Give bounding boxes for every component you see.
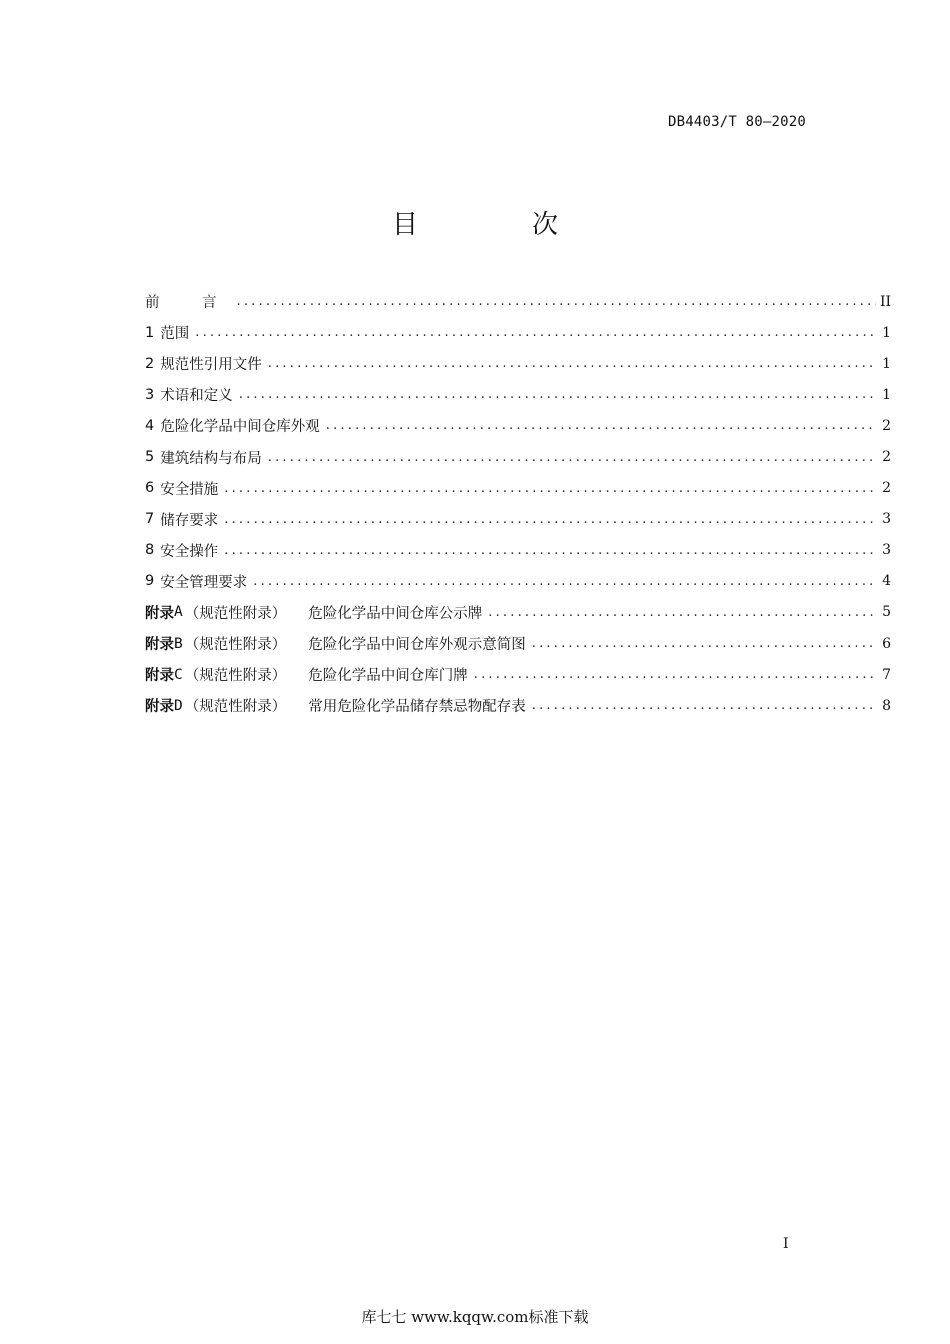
toc-entry-3[interactable] — [145, 379, 891, 410]
annex-normative-note: （规范性附录） — [184, 605, 287, 622]
toc-entry-page: 4 — [882, 573, 891, 590]
page-number: I — [783, 1236, 789, 1252]
table-of-contents — [145, 286, 891, 721]
leader-dots — [195, 325, 877, 340]
toc-entry-page: 2 — [882, 480, 891, 497]
annex-letter: D — [174, 697, 183, 714]
leader-dots — [237, 294, 876, 309]
toc-entry-label: 建筑结构与布局 — [160, 450, 262, 467]
toc-entry-number: 2 — [145, 355, 155, 372]
leader-dots — [326, 418, 877, 433]
leader-dots — [268, 356, 877, 371]
document-code: DB4403/T 80—2020 — [667, 114, 806, 130]
annex-prefix: 附录 — [145, 699, 174, 716]
leader-dots — [532, 698, 877, 713]
toc-entry-annex-a[interactable] — [145, 597, 891, 628]
toc-entry-7[interactable] — [145, 504, 891, 535]
leader-dots — [224, 481, 877, 496]
annex-prefix: 附录 — [145, 605, 174, 622]
leader-dots — [474, 667, 877, 682]
toc-entry-page: II — [879, 293, 891, 310]
toc-entry-preface[interactable] — [145, 286, 891, 317]
annex-title: 危险化学品中间仓库公示牌 — [308, 605, 483, 622]
leader-dots — [224, 543, 877, 558]
toc-entry-page: 5 — [882, 604, 891, 621]
toc-entry-label: 安全管理要求 — [160, 574, 248, 591]
toc-entry-page: 3 — [882, 542, 891, 559]
toc-entry-page: 1 — [882, 355, 891, 372]
annex-title: 危险化学品中间仓库门牌 — [308, 668, 468, 685]
toc-entry-label: 安全操作 — [160, 543, 219, 560]
annex-letter: C — [174, 666, 183, 683]
annex-letter: B — [174, 635, 183, 652]
toc-entry-8[interactable] — [145, 535, 891, 566]
toc-entry-annex-c[interactable] — [145, 659, 891, 690]
toc-entry-number: 5 — [145, 449, 155, 466]
toc-entry-9[interactable] — [145, 566, 891, 597]
toc-entry-page: 1 — [882, 386, 891, 403]
toc-entry-2[interactable] — [145, 348, 891, 379]
toc-entry-label: 范围 — [160, 326, 190, 343]
toc-entry-6[interactable] — [145, 473, 891, 504]
leader-dots — [239, 387, 877, 402]
toc-entry-page: 7 — [882, 666, 891, 683]
leader-dots — [253, 574, 877, 589]
footer-watermark: 库七七 www.kqqw.com标准下载 — [361, 1308, 589, 1326]
toc-entry-page: 8 — [882, 697, 891, 714]
toc-entry-label: 安全措施 — [160, 481, 219, 498]
annex-normative-note: （规范性附录） — [184, 668, 287, 685]
toc-entry-5[interactable] — [145, 441, 891, 472]
annex-normative-note: （规范性附录） — [184, 699, 287, 716]
annex-prefix: 附录 — [145, 637, 174, 654]
toc-entry-label: 规范性引用文件 — [160, 357, 262, 374]
toc-entry-annex-b[interactable] — [145, 628, 891, 659]
toc-entry-page: 2 — [882, 417, 891, 434]
toc-entry-number: 7 — [145, 511, 155, 528]
toc-entry-4[interactable] — [145, 410, 891, 441]
toc-entry-label: 危险化学品中间仓库外观 — [160, 419, 320, 436]
annex-prefix: 附录 — [145, 668, 174, 685]
toc-entry-page: 6 — [882, 635, 891, 652]
annex-normative-note: （规范性附录） — [184, 637, 287, 654]
toc-entry-page: 2 — [882, 449, 891, 466]
toc-entry-number: 8 — [145, 542, 155, 559]
toc-entry-label: 前 言 — [145, 295, 231, 312]
annex-title: 常用危险化学品储存禁忌物配存表 — [308, 699, 526, 716]
toc-title: 目 次 — [391, 210, 602, 240]
toc-entry-number: 6 — [145, 480, 155, 497]
toc-entry-number: 1 — [145, 324, 155, 341]
leader-dots — [532, 636, 877, 651]
toc-entry-page: 1 — [882, 324, 891, 341]
toc-entry-label: 术语和定义 — [160, 388, 233, 405]
toc-entry-number: 4 — [145, 417, 155, 434]
leader-dots — [224, 512, 877, 527]
toc-entry-1[interactable] — [145, 317, 891, 348]
toc-entry-annex-d[interactable] — [145, 690, 891, 721]
annex-title: 危险化学品中间仓库外观示意简图 — [308, 637, 526, 654]
leader-dots — [488, 605, 877, 620]
toc-entry-page: 3 — [882, 511, 891, 528]
toc-entry-number: 3 — [145, 386, 155, 403]
toc-entry-number: 9 — [145, 573, 155, 590]
toc-entry-label: 储存要求 — [160, 512, 219, 529]
leader-dots — [268, 450, 877, 465]
annex-letter: A — [174, 604, 183, 621]
